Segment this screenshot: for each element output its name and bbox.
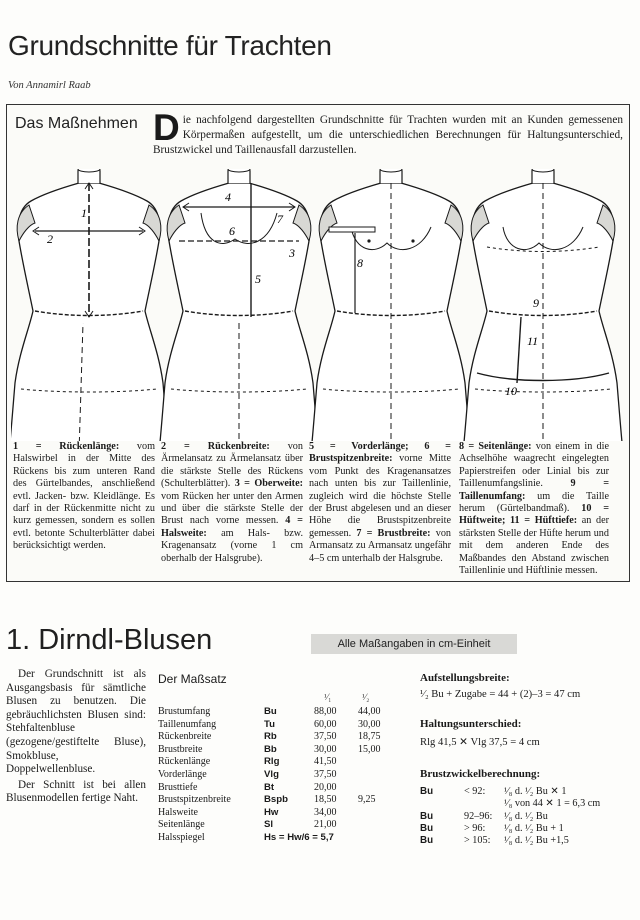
- row-abbr: Rb: [264, 731, 277, 743]
- row-full: 21,00: [314, 819, 337, 831]
- row-name: Rückenlänge: [158, 756, 211, 768]
- table-row: [158, 832, 398, 845]
- figure-label-2: 2: [47, 232, 53, 246]
- desc-vorderlaenge: vorne Mitte vom Punkt des Kragenansatzes nach unten bis zur Taillenlinie, zugleich wird die höchste Stelle der Brust abgelesen und an dieser Höhe die Brustspitzenbreite gemessen.: [309, 453, 451, 539]
- zw-key: [420, 798, 464, 810]
- zw-rule: ¹⁄₈ d. ¹⁄₂ Bu + 1: [504, 822, 564, 834]
- zw-key: Bu: [420, 810, 434, 822]
- measuring-box: [6, 104, 630, 582]
- unit-badge: Alle Maßangaben in cm-Einheit: [311, 634, 517, 654]
- drop-cap: D: [153, 107, 180, 148]
- blouse-intro: [6, 668, 146, 806]
- intro-text: ie nachfolgend dargestellten Grundschnitte für Trachten wurden mit an Kunden gemessenen Körpermaßen aufgestellt, um die unterschiedlichen Berechnungen für Haltungsunterschied, Brustzwickel und Taillenausfall darzustellen.: [153, 114, 623, 156]
- desc-taillenumfang: um die Taille herum (Gürtelbandmaß).: [459, 490, 609, 515]
- table-row: [420, 786, 600, 798]
- row-half: [358, 769, 398, 782]
- aufstellung-formula: ¹⁄₂ Bu + Zugabe = 44 + (2)–3 = 47 cm: [420, 689, 581, 700]
- row-abbr: Sl: [264, 819, 274, 831]
- figure-label-8: 8: [357, 256, 363, 270]
- row-full: 18,50: [314, 794, 337, 806]
- zw-key: Bu: [420, 786, 434, 797]
- row-name: Seitenlänge: [158, 819, 205, 831]
- row-half: 44,00: [358, 706, 381, 717]
- desc-rueckenlaenge: vom Halswirbel in der Mitte des Rückens bis zum unteren Rand des Gürtelbandes, anschließend evtl. Jacken- bzw. Kleidlänge. Es darf in der Rückenmitte nicht zu kurz gemessen, sondern es sollen evtl. betonte Schulterblätter dabei berücksichtigt werden.: [13, 441, 155, 552]
- row-half: [358, 782, 398, 795]
- desc-oberweite: vom Rücken her unter den Armen und über die stärkste Stelle der Brust nach vorne messen.: [161, 490, 303, 527]
- row-name: Rückenbreite: [158, 731, 212, 743]
- term-rueckenbreite: 2 = Rückenbreite:: [161, 441, 270, 452]
- row-half: [358, 756, 398, 769]
- zw-rule: ¹⁄₈ von 44 ✕ 1 = 6,3 cm: [504, 798, 601, 810]
- row-abbr: Bspb: [264, 794, 288, 806]
- row-abbr: Rlg: [264, 756, 280, 768]
- table-row: [158, 807, 398, 820]
- row-abbr: Bu: [264, 706, 277, 717]
- table-row: [420, 811, 600, 823]
- blouse-intro-p2: Der Schnitt ist bei allen Blusenmodellen fertige Naht.: [6, 778, 146, 805]
- term-seitenlaenge: 8 = Seitenlänge:: [459, 441, 532, 452]
- zw-op: [464, 798, 504, 810]
- dress-form-figures: [11, 169, 625, 441]
- row-full: 41,50: [314, 756, 337, 768]
- table-row: [420, 798, 600, 810]
- section-title: 1. Dirndl-Blusen: [6, 624, 213, 656]
- row-half: [358, 819, 398, 832]
- row-half: [358, 807, 398, 820]
- table-row: [158, 794, 398, 807]
- row-half: 30,00: [358, 718, 381, 730]
- measure-col-3: [309, 441, 451, 565]
- measure-col-2: [161, 441, 303, 565]
- row-full: 88,00: [314, 706, 337, 717]
- measure-col-4: [459, 441, 609, 577]
- term-rueckenlaenge: 1 = Rückenlänge:: [13, 441, 120, 452]
- haltung-title: Haltungsunterschied:: [420, 718, 522, 730]
- row-name: Brustspitzenbreite: [158, 794, 231, 806]
- table-row: [158, 731, 398, 744]
- table-row: [158, 706, 398, 719]
- haltung-formula: Rlg 41,5 ✕ Vlg 37,5 = 4 cm: [420, 737, 540, 748]
- figure-label-6: 6: [229, 224, 235, 238]
- table-row: [158, 756, 398, 769]
- row-abbr: Vlg: [264, 768, 279, 780]
- zw-op: 92–96:: [464, 810, 493, 822]
- term-brustbreite: 7 = Brustbreite:: [356, 527, 431, 539]
- massatz-table: [158, 706, 398, 845]
- row-abbr: Tu: [264, 718, 276, 730]
- zw-op: > 105:: [464, 835, 491, 847]
- desc-seitenlaenge: von einem in die Achselhöhe waagrecht eingelegten Papierstreifen oder Linial bis zur Taillenumfangslinie.: [459, 441, 609, 490]
- massatz-title: Der Maßsatz: [158, 672, 227, 686]
- figure-label-9: 9: [533, 296, 539, 310]
- row-full: 20,00: [314, 781, 337, 793]
- zw-key: Bu: [420, 822, 434, 834]
- zw-rule: ¹⁄₈ d. ¹⁄₂ Bu: [504, 810, 548, 822]
- row-name: Halsspiegel: [158, 831, 205, 843]
- page-title: Grundschnitte für Trachten: [8, 30, 332, 61]
- table-row: [158, 744, 398, 757]
- figure-label-4: 4: [225, 190, 231, 204]
- zw-rule: ¹⁄₈ d. ¹⁄₂ Bu +1,5: [504, 835, 569, 847]
- aufstellung-title: Aufstellungsbreite:: [420, 672, 510, 684]
- term-hueftweite: 10 = Hüftweite; 11 = Hüfttiefe:: [459, 503, 609, 527]
- row-full: 60,00: [314, 718, 337, 730]
- table-row: [420, 835, 600, 847]
- zwickel-table: [420, 786, 600, 847]
- row-name: Vorderlänge: [158, 768, 207, 780]
- table-row: [158, 782, 398, 795]
- figure-label-5: 5: [255, 272, 261, 286]
- row-abbr: Hw: [264, 806, 279, 818]
- table-row: [158, 719, 398, 732]
- row-half: 18,75: [358, 731, 381, 743]
- desc-brustbreite: von Armansatz zu Armansatz ungefähr 4–5 cm unterhalb der Halsgrube.: [309, 527, 452, 564]
- table-row: [158, 819, 398, 832]
- row-name: Taillenumfang: [158, 718, 217, 730]
- measuring-intro: [153, 107, 623, 158]
- blouse-intro-p1: Der Grundschnitt ist als Ausgangsbasis für sämtliche Blusen zu benutzen. Die gebräuchlichsten Blusen sind: Stehfaltenbluse (gezogene/gestiftelte Bluse), Smokbluse, Doppelwellenbluse.: [6, 668, 146, 776]
- figure-label-10: 10: [505, 384, 517, 398]
- figure-label-1: 1: [81, 206, 87, 220]
- figure-label-11: 11: [527, 334, 539, 348]
- row-abbr: Bt: [264, 781, 275, 793]
- row-half: 9,25: [358, 794, 376, 806]
- row-formula: Hs = Hw/6 = 5,7: [264, 831, 334, 843]
- figure-label-7: 7: [277, 212, 283, 226]
- zw-key: Bu: [420, 835, 434, 847]
- row-full: 30,00: [314, 743, 337, 755]
- term-vorderlaenge: 5 = Vorderlänge; 6 = Brustspitzenbreite:: [309, 441, 451, 465]
- zw-op: > 96:: [464, 822, 486, 834]
- row-half: 15,00: [358, 743, 381, 755]
- desc-hueftweite: an der stärksten Stelle der Hüfte herum und mit dem anderen Ende des Maßbandes den Abstand zwischen Taillenlinie und Hüftlinie messen.: [459, 515, 609, 577]
- table-row: [420, 823, 600, 835]
- figure-label-3: 3: [289, 246, 295, 260]
- measure-col-1: [13, 441, 155, 553]
- row-name: Brustumfang: [158, 706, 211, 717]
- term-oberweite: 3 = Oberweite:: [234, 478, 303, 490]
- term-halsweite: 4 = Halsweite:: [161, 515, 303, 539]
- desc-rueckenbreite: von Ärmelansatz zu Ärmelansatz über die stärkste Stelle des Rückens (Schulterblätter).: [161, 441, 303, 490]
- row-full: 37,50: [314, 768, 337, 780]
- zw-op: < 92:: [464, 786, 486, 797]
- row-name: Halsweite: [158, 806, 198, 818]
- massatz-head-half: ¹⁄₂: [362, 692, 370, 702]
- zw-rule: ¹⁄₈ d. ¹⁄₂ Bu ✕ 1: [504, 786, 567, 797]
- row-abbr: Bb: [264, 743, 277, 755]
- row-full: 37,50: [314, 731, 337, 743]
- row-full: 34,00: [314, 806, 337, 818]
- row-name: Brusttiefe: [158, 781, 198, 793]
- zwickel-title: Brustzwickelberechnung:: [420, 768, 541, 780]
- row-name: Brustbreite: [158, 743, 203, 755]
- desc-halsweite: am Hals- bzw. Kragenansatz (vorne 1 cm oberhalb der Halsgrube).: [161, 527, 303, 564]
- table-row: [158, 769, 398, 782]
- byline: Von Annamirl Raab: [8, 80, 91, 91]
- term-taillenumfang: 9 = Taillenumfang:: [459, 478, 610, 502]
- massatz-head-full: ¹⁄₁: [324, 692, 332, 702]
- measuring-heading: Das Maßnehmen: [15, 115, 138, 132]
